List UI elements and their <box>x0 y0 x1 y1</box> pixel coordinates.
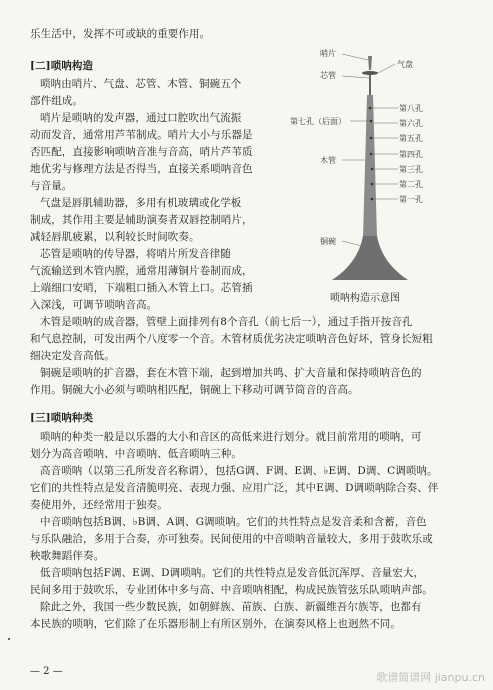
text-line: 作用。铜碗大小必须与唢呐相匹配，铜碗上下移动可调节筒音的音高。 <box>30 384 359 396</box>
text-line: 唢呐的种类一般是以乐器的大小和音区的高低来进行划分。就目前常用的唢呐，可 <box>40 431 422 443</box>
section-heading: [二]唢呐构造 <box>30 60 94 72</box>
label-hole2: 第二孔 <box>399 180 423 189</box>
label-hole4: 第四孔 <box>399 150 423 159</box>
text-line: 高音唢呐（以第三孔所发音名称谓），包括G调、F调、E调、♭E调、D调、C调唢呐。 <box>40 465 438 477</box>
label-reed: 哨片 <box>320 49 336 58</box>
text-line: 秧歌舞蹈伴奏。 <box>30 550 105 562</box>
label-hole8: 第八孔 <box>399 104 423 113</box>
text-line: 中音唢呐包括B调、♭B调、A调、G调唢呐。它们的共性特点是发音柔和含蓄，音色 <box>40 516 427 528</box>
text-line: 木管是唢呐的成音器，管壁上面排列有8个音孔（前七后一），通过手指开按音孔 <box>40 316 413 328</box>
text-line: 否匹配，直接影响唢呐音准与音高，哨片芦苇质 <box>30 146 253 158</box>
suona-diagram <box>290 48 475 308</box>
wood-body-shape <box>363 95 377 238</box>
text-line: 本民族的唢呐，它们除了在乐器形制上有所区别外，在演奏风格上也迥然不同。 <box>30 618 401 630</box>
label-disc: 气盘 <box>397 60 413 69</box>
text-line: 除此之外，我国一些少数民族，如朝鲜族、苗族、白族、新疆维吾尔族等，也都有 <box>40 601 422 613</box>
text-line: 地优劣与修理方法是否得当，直接关系唢呐音色 <box>30 163 253 175</box>
text-line: 唢呐由哨片、气盘、芯管、木管、铜碗五个 <box>40 78 242 90</box>
text-line: 制成，其作用主要是辅助演奏者双唇控制哨片， <box>30 214 253 226</box>
label-staple: 芯管 <box>320 71 336 80</box>
label-hole1: 第一孔 <box>399 195 423 204</box>
page-number: — 2 — <box>30 666 63 677</box>
text-line: 低音唢呐包括F调、E调、D调唢呐。它们的共性特点是发音低沉浑厚、音量宏大， <box>40 567 425 579</box>
label-wood-body: 木管 <box>320 156 336 165</box>
scan-mark <box>8 638 10 640</box>
text-line: 动而发音，通常用芦苇制成。哨片大小与乐器是 <box>30 129 253 141</box>
watermark: 歌谱简谱网 jianpu.cn <box>376 670 485 684</box>
text-line: 与音量。 <box>30 180 73 192</box>
section-heading: [三]唢呐种类 <box>30 412 94 424</box>
reed-shape <box>368 56 372 70</box>
suona-diagram-svg <box>290 48 475 293</box>
label-hole5: 第五孔 <box>399 134 423 143</box>
text-line: 划分为高音唢呐、中音唢呐、低音唢呐三种。 <box>30 448 242 460</box>
text-line: 部件组成。 <box>30 95 83 107</box>
text-line: 哨片是唢呐的发声器，通过口腔吹出气流振 <box>40 112 242 124</box>
text-line: 气盘是唇肌辅助器，多用有机玻璃或化学板 <box>40 197 242 209</box>
text-line: 入深浅，可调节唢呐音高。 <box>30 299 158 311</box>
text-line: 与乐队融洽，多用于合奏，亦可独奏。民间使用的中音唢呐音量较大，多用于鼓吹乐或 <box>30 533 433 545</box>
label-hole7-back: 第七孔（后面） <box>290 117 346 126</box>
label-hole6: 第六孔 <box>399 119 423 128</box>
label-hole3: 第三孔 <box>399 165 423 174</box>
text-line: 奏使用外，还经常用于独奏。 <box>30 499 168 511</box>
text-line: 铜碗是唢呐的扩音器，套在木管下端，起到增加共鸣、扩大音量和保持唢呐音色的 <box>40 367 422 379</box>
text-line: 和气息控制，可发出两个八度零一个音。木管材质优劣决定唢呐音色好坏，管身长短粗 <box>30 333 433 345</box>
text-line: 它们的共性特点是发音清脆明亮、表现力强、应用广泛，其中E调、D调唢呐除合奏、伴 <box>30 482 439 494</box>
text-line: 上端细口安哨，下端粗口插入木管上口。芯管插 <box>30 282 253 294</box>
text-line: 减轻唇肌疲累，以利较长时间吹奏。 <box>30 231 200 243</box>
text-line: 芯管是唢呐的传导器，将哨片所发音律随 <box>40 248 231 260</box>
label-bell: 铜碗 <box>320 237 336 246</box>
disc-shape <box>362 71 378 75</box>
text-line: 民间多用于鼓吹乐，专业团体中多与高、中音唢呐相配，构成民族管弦乐队唢呐声部。 <box>30 584 433 596</box>
text-line: 乐生活中，发挥不可或缺的重要作用。 <box>30 28 211 40</box>
staple-shape <box>369 75 371 95</box>
figure-caption: 唢呐构造示意图 <box>330 293 400 304</box>
text-line: 细决定发音高低。 <box>30 350 115 362</box>
bell-shape <box>332 236 408 280</box>
text-line: 气流输送到木管内膛，通常用薄铜片卷制而成， <box>30 265 253 277</box>
